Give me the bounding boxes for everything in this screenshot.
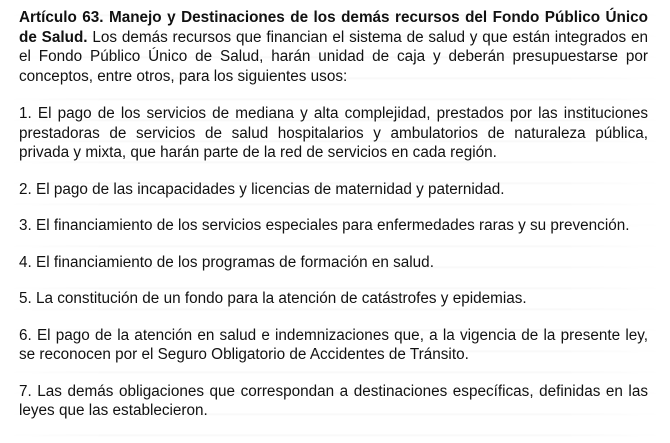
article-title: Artículo 63. Manejo y Destinaciones de los demás recursos del Fondo Público Único de Salud. xyxy=(19,9,648,46)
list-item-6: 6. El pago de la atención en salud e indemnizaciones que, a la vigencia de la presente ley, se reconocen por el Seguro Obligatorio de Accidentes de Tránsito. xyxy=(19,326,648,363)
list-item-7: 7. Las demás obligaciones que correspondan a destinaciones específicas, definidas en las leyes que las establecieron. xyxy=(19,382,648,419)
article-intro-text: Los demás recursos que financian el sistema de salud y que están integrados en el Fondo Público Único de Salud, harán unidad de caja y deberán presupuestarse por conceptos, entre otros, para los siguientes usos: xyxy=(19,28,649,85)
article-intro-paragraph xyxy=(19,8,648,86)
list-item-1: 1. El pago de los servicios de mediana y alta complejidad, prestados por las instituciones prestadoras de servicios de salud hospitalarios y ambulatorios de naturaleza pública, privada y mixta, que harán parte de la red de servicios en cada región. xyxy=(19,105,648,161)
list-item-4: 4. El financiamiento de los programas de formación en salud. xyxy=(19,253,434,271)
list-item-3: 3. El financiamiento de los servicios especiales para enfermedades raras y su prevención. xyxy=(19,217,630,234)
list-item-2: 2. El pago de las incapacidades y licencias de maternidad y paternidad. xyxy=(19,180,505,198)
list-item-5: 5. La constitución de un fondo para la atención de catástrofes y epidemias. xyxy=(19,290,527,307)
